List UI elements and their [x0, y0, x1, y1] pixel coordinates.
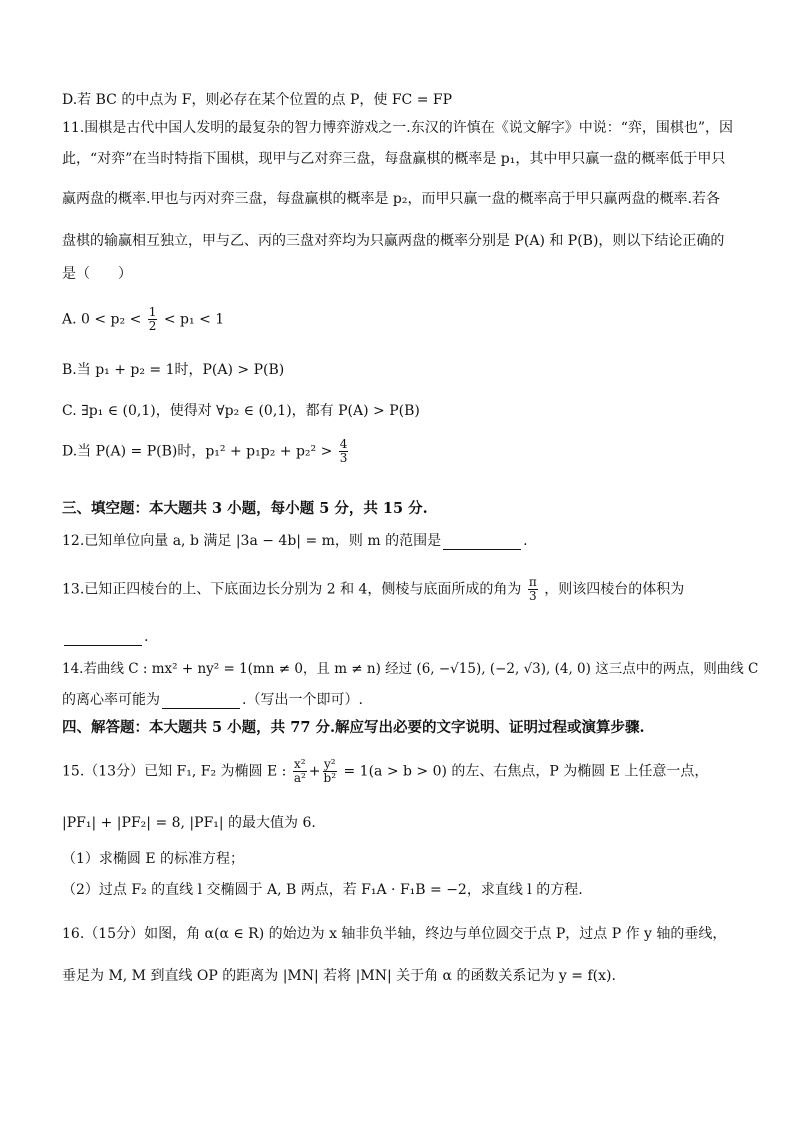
section-4-heading: 四、解答题：本大题共 5 小题，共 77 分.解应写出必要的文字说明、证明过程或演算步骤.: [62, 719, 645, 736]
q11-line-3: 赢两盘的概率.甲也与丙对弈三盘，每盘赢棋的概率是 p₂，而甲只赢一盘的概率高于甲只赢两盘的概率.若各: [62, 191, 720, 207]
q13-end: .: [144, 629, 149, 645]
fraction-denominator: a²: [293, 771, 306, 785]
q14-line-2-tail: .（写出一个即可）.: [242, 692, 363, 708]
q12-answer-blank: [443, 535, 521, 550]
q11-option-b: B.当 p₁ + p₂ = 1时，P(A) > P(B): [62, 362, 285, 378]
q15-line-2: |PF₁| + |PF₂| = 8, |PF₁| 的最大值为 6.: [62, 815, 316, 831]
q14-line-1: 14.若曲线 C : mx² + ny² = 1(mn ≠ 0，且 m ≠ n) 经过 (6, −√15), (−2, √3), (4, 0) 这三点中的两点，则曲线 C: [62, 661, 759, 677]
q14-line-2-lead: 的离心率可能为: [62, 692, 160, 708]
q11-option-d-lead: D.当 P(A) = P(B)时，p₁² + p₁p₂ + p₂² >: [62, 443, 333, 460]
q12: [62, 532, 528, 550]
fraction-numerator: π: [528, 575, 537, 589]
q11-line-5: 是（ ）: [62, 266, 132, 282]
fraction-denominator: b²: [323, 771, 337, 785]
q14-line-2: [62, 691, 363, 709]
fraction-denominator: 3: [339, 451, 348, 465]
fraction-numerator: y²: [323, 757, 336, 771]
q16-line-2: 垂足为 M, M 到直线 OP 的距离为 |MN| 若将 |MN| 关于角 α 的函数关系记为 y = f(x).: [62, 968, 616, 984]
q15-part-1: （1）求椭圆 E 的标准方程；: [62, 851, 245, 867]
q15-line-1: 15.（13分）已知 F₁, F₂ 为椭圆 E : $\frac{\text{x²}}{\text{a²}}$ + $\frac{\text{y²}}{\text{b²}}$ = 1(a > b > 0) 的左、右焦点，P 为椭圆 E 上任意一点，: [62, 757, 709, 785]
q11-option-c: C. ∃p₁ ∈ (0,1)，使得对 ∀p₂ ∈ (0,1)，都有 P(A) > P(B): [62, 403, 420, 419]
section-3-heading: 三、填空题：本大题共 3 小题，每小题 5 分，共 15 分.: [62, 500, 428, 517]
q13-answer-blank: [64, 631, 142, 646]
q13: [62, 576, 684, 603]
q12-end: .: [523, 533, 528, 549]
fraction-numerator: 4: [339, 437, 348, 451]
y-squared-over-b-squared: [323, 758, 338, 785]
x-squared-over-a-squared: [293, 758, 307, 785]
q11-line-1: 11.围棋是古代中国人发明的最复杂的智力博弈游戏之一.东汉的许慎在《说文解字》中说：“弈，围棋也”，因: [62, 120, 734, 136]
q15-part-2: （2）过点 F₂ 的直线 l 交椭圆于 A, B 两点，若 F₁A · F₁B = −2，求直线 l 的方程.: [62, 882, 583, 898]
q11-option-a-lead: A. 0 < p₂ <: [62, 311, 142, 328]
q11-line-2: 此，“对弈”在当时特指下围棋，现甲与乙对弈三盘，每盘赢棋的概率是 p₁，其中甲只赢一盘的概率低于甲只: [62, 151, 726, 167]
fraction-numerator: 1: [148, 305, 157, 319]
q14-answer-blank: [162, 694, 240, 709]
q13-tail: ，则该四棱台的体积为: [544, 581, 685, 598]
four-thirds-fraction: [339, 438, 349, 465]
q15-tail: = 1(a > b > 0) 的左、右焦点，P 为椭圆 E 上任意一点，: [343, 763, 709, 780]
q15-lead: 15.（13分）已知 F₁, F₂ 为椭圆 E :: [62, 763, 287, 780]
q11-option-a: [62, 306, 224, 333]
q11-option-a-tail: < p₁ < 1: [163, 311, 225, 328]
pi-over-three-fraction: [528, 576, 538, 603]
q13-answer-line: [62, 628, 148, 646]
q11-line-4: 盘棋的输赢相互独立，甲与乙、丙的三盘对弈均为只赢两盘的概率分别是 P(A) 和 P(B)，则以下结论正确的: [62, 233, 725, 249]
fraction-denominator: 2: [148, 319, 157, 333]
q13-lead: 13.已知正四棱台的上、下底面边长分别为 2 和 4，侧棱与底面所成的角为: [62, 581, 522, 598]
fraction-numerator: x²: [294, 757, 306, 771]
q12-text: 12.已知单位向量 a, b 满足 |3a − 4b| = m，则 m 的范围是: [62, 533, 442, 549]
q11-option-d: [62, 438, 350, 465]
q10-option-d: D.若 BC 的中点为 F，则必存在某个位置的点 P，使 FC = FP: [62, 92, 453, 108]
q16-line-1: 16.（15分）如图，角 α(α ∈ R) 的始边为 x 轴非负半轴，终边与单位圆交于点 P，过点 P 作 y 轴的垂线，: [62, 926, 727, 942]
half-fraction: [148, 306, 158, 333]
fraction-denominator: 3: [529, 589, 537, 603]
